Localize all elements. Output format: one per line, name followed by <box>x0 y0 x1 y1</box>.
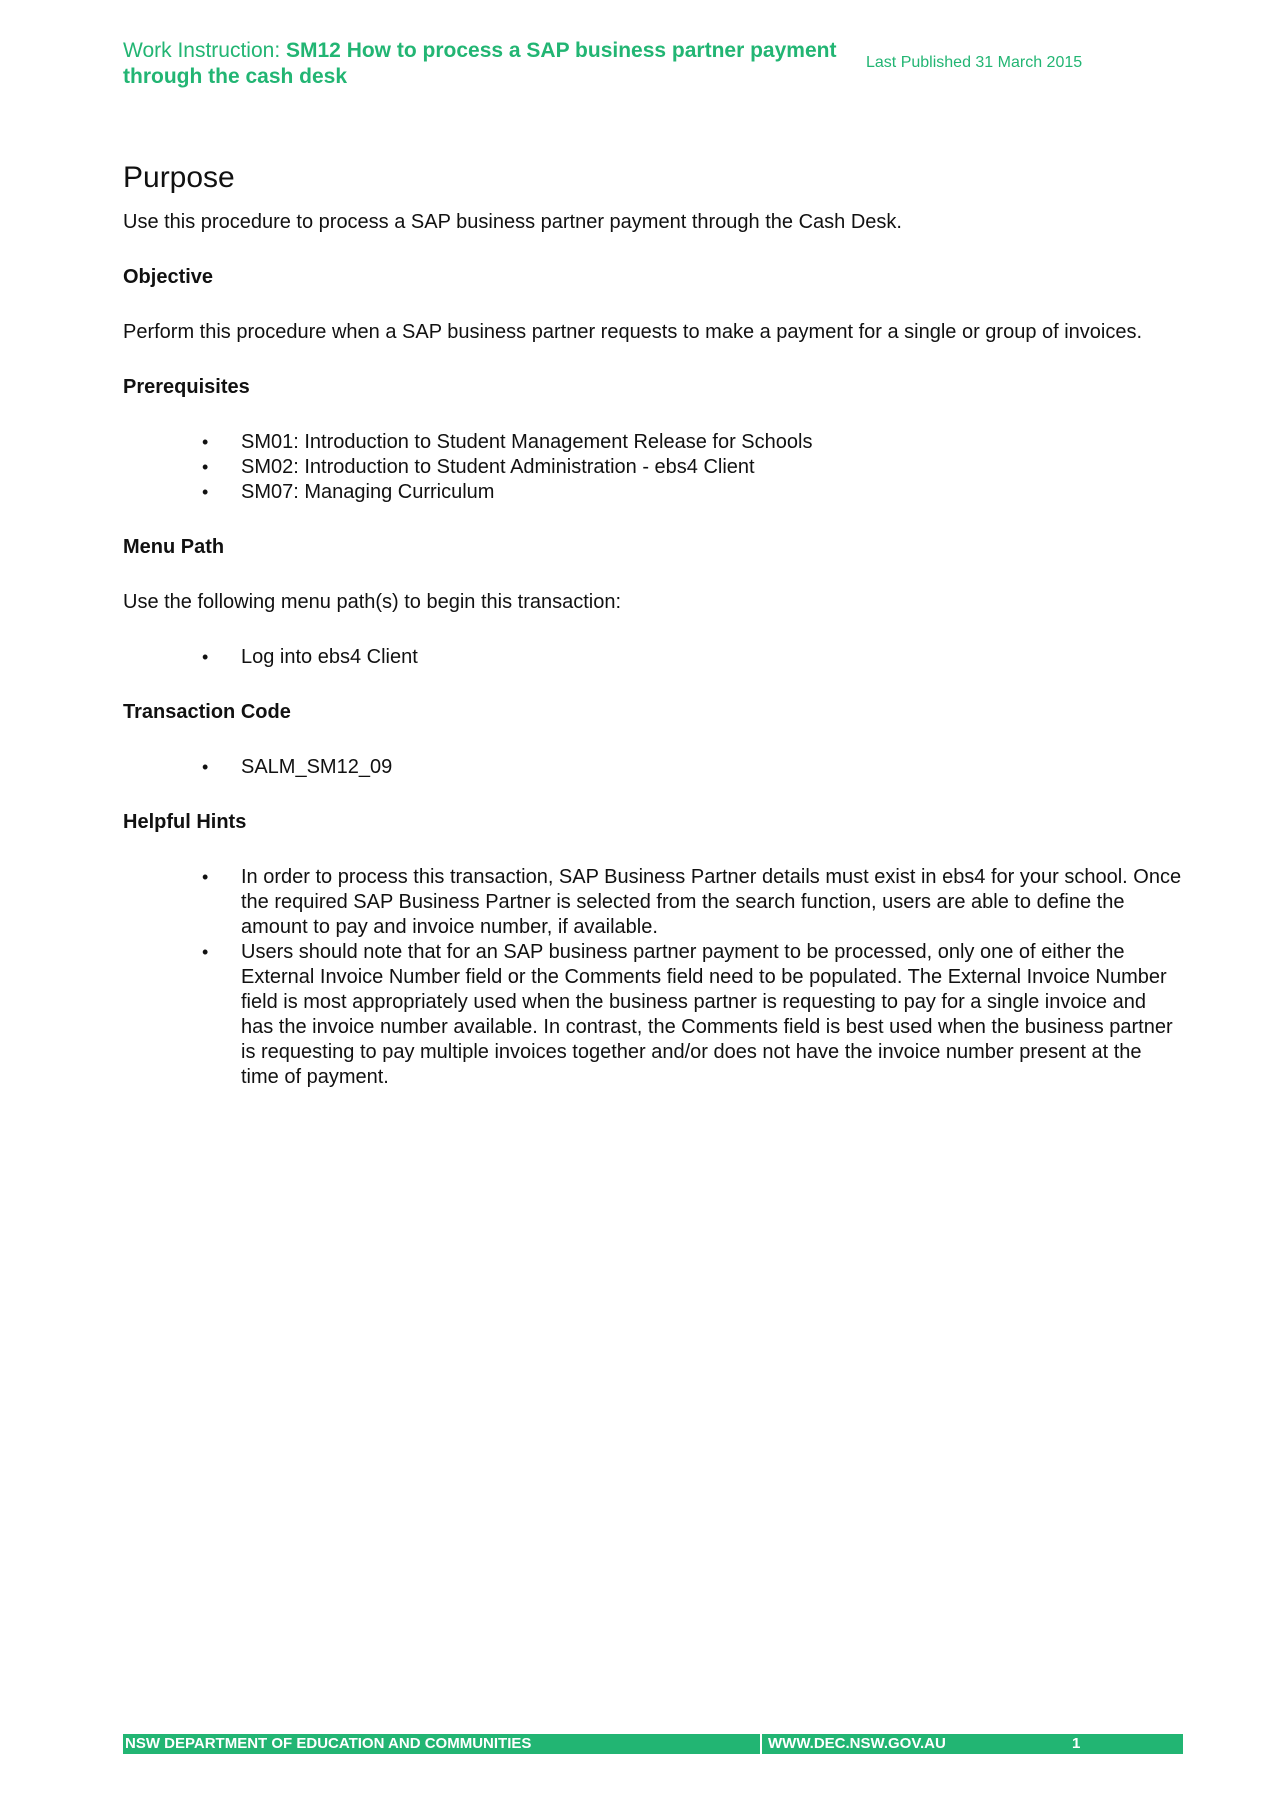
page-footer <box>123 1734 1183 1754</box>
list-item <box>123 755 1183 780</box>
menu-path-text: Use the following menu path(s) to begin this transaction: <box>123 591 622 613</box>
bullet-icon: • <box>202 942 209 962</box>
bullet-icon: • <box>202 482 209 502</box>
hint-text: Users should note that for an SAP business partner payment to be processed, only one of either the External Invoice Number field or the Comments field need to be populated. The External Invoice Number field is most appropriately used when the business partner is requesting to pay for a single invoice and has the invoice number available. In contrast, the Comments field is best used when the business partner is requesting to pay multiple invoices together and/or does not have the invoice number present at the time of payment. <box>241 941 1173 1088</box>
prerequisite-text: SM07: Managing Curriculum <box>241 481 495 503</box>
menu-path-heading: Menu Path <box>123 536 225 558</box>
list-item <box>123 480 1183 505</box>
prerequisite-text: SM02: Introduction to Student Administration - ebs4 Client <box>241 456 755 478</box>
published-date: Last Published 31 March 2015 <box>866 54 1083 71</box>
bullet-icon: • <box>202 757 209 777</box>
bullet-icon: • <box>202 647 209 667</box>
helpful-hints-list <box>123 865 1183 1090</box>
footer-divider <box>760 1734 762 1754</box>
title-name: SM12 How to process a SAP business partner payment through the cash desk <box>123 39 837 88</box>
prerequisite-text: SM01: Introduction to Student Management Release for Schools <box>241 431 813 453</box>
page-header <box>123 38 1093 90</box>
menu-path-list <box>123 645 1183 670</box>
list-item <box>123 940 1183 1090</box>
transaction-code: SALM_SM12_09 <box>241 756 393 778</box>
objective-text: Perform this procedure when a SAP business partner requests to make a payment for a single or group of invoices. <box>123 321 1143 343</box>
list-item <box>123 645 1183 670</box>
document-body <box>123 158 1183 1090</box>
transaction-code-heading: Transaction Code <box>123 701 291 723</box>
objective-heading: Objective <box>123 266 214 288</box>
prerequisites-list <box>123 430 1183 505</box>
helpful-hints-heading: Helpful Hints <box>123 811 247 833</box>
bullet-icon: • <box>202 867 209 887</box>
bullet-icon: • <box>202 457 209 477</box>
list-item <box>123 430 1183 455</box>
footer-url: WWW.DEC.NSW.GOV.AU <box>768 1735 946 1752</box>
list-item <box>123 865 1183 940</box>
prerequisites-heading: Prerequisites <box>123 376 250 398</box>
title-prefix: Work Instruction: <box>123 39 286 62</box>
footer-department: NSW DEPARTMENT OF EDUCATION AND COMMUNITIES <box>125 1735 532 1752</box>
list-item <box>123 455 1183 480</box>
transaction-code-list <box>123 755 1183 780</box>
purpose-text: Use this procedure to process a SAP business partner payment through the Cash Desk. <box>123 211 902 233</box>
bullet-icon: • <box>202 432 209 452</box>
purpose-heading: Purpose <box>123 161 235 194</box>
page-number: 1 <box>1072 1735 1081 1752</box>
menu-path-item: Log into ebs4 Client <box>241 646 418 668</box>
hint-text: In order to process this transaction, SAP Business Partner details must exist in ebs4 for your school. Once the required SAP Business Partner is selected from the search function, users are able to define the amount to pay and invoice number, if available. <box>241 866 1182 938</box>
document-title <box>123 38 863 90</box>
